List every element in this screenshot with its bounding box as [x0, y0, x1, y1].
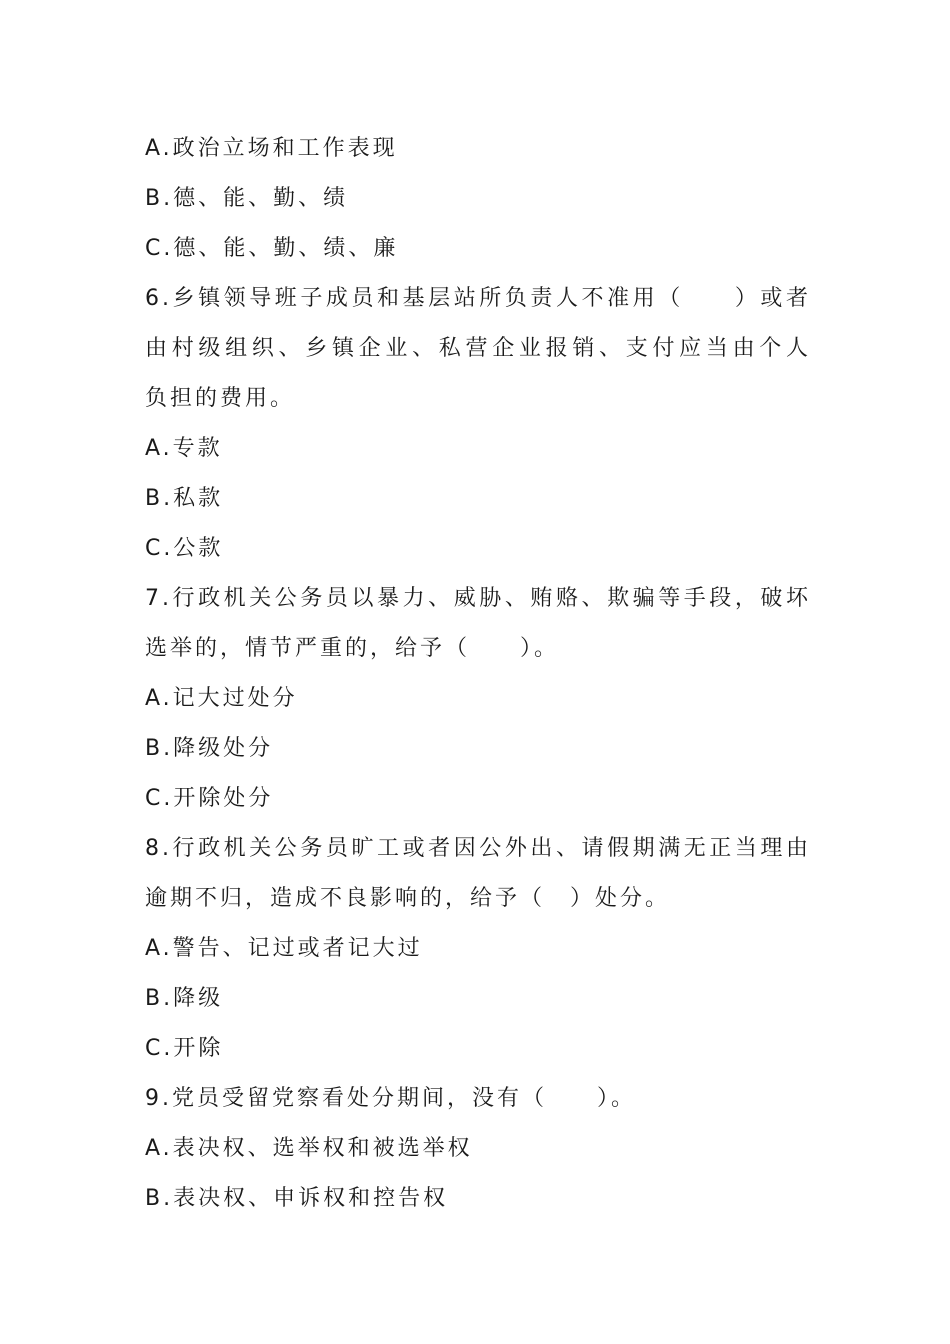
option-line: A.表决权、选举权和被选举权 [145, 1136, 473, 1161]
option-line: C.德、能、勤、绩、廉 [145, 236, 399, 261]
question-line: 9.党员受留党察看处分期间，没有（ ）。 [145, 1086, 636, 1111]
option-line: C.开除 [145, 1036, 224, 1061]
question-line: 由村级组织、乡镇企业、私营企业报销、支付应当由个人 [145, 336, 811, 361]
option-line: A.警告、记过或者记大过 [145, 936, 423, 961]
option-line: C.开除处分 [145, 786, 274, 811]
option-line: B.表决权、申诉权和控告权 [145, 1186, 449, 1211]
option-line: B.私款 [145, 486, 224, 511]
option-line: B.降级处分 [145, 736, 274, 761]
option-line: C.公款 [145, 536, 224, 561]
question-line: 选举的，情节严重的，给予（ ）。 [145, 636, 560, 661]
question-line: 6.乡镇领导班子成员和基层站所负责人不准用（ ）或者 [145, 286, 811, 311]
option-line: B.降级 [145, 986, 224, 1011]
option-line: A.专款 [145, 436, 223, 461]
option-line: A.记大过处分 [145, 686, 298, 711]
question-line: 7.行政机关公务员以暴力、威胁、贿赂、欺骗等手段，破坏 [145, 586, 811, 611]
document-page [145, 124, 811, 1224]
question-line: 负担的费用。 [145, 386, 296, 411]
option-line: A.政治立场和工作表现 [145, 136, 398, 161]
option-line: B.德、能、勤、绩 [145, 186, 349, 211]
question-line: 8.行政机关公务员旷工或者因公外出、请假期满无正当理由 [145, 836, 811, 861]
question-line: 逾期不归，造成不良影响的，给予（ ）处分。 [145, 886, 671, 911]
